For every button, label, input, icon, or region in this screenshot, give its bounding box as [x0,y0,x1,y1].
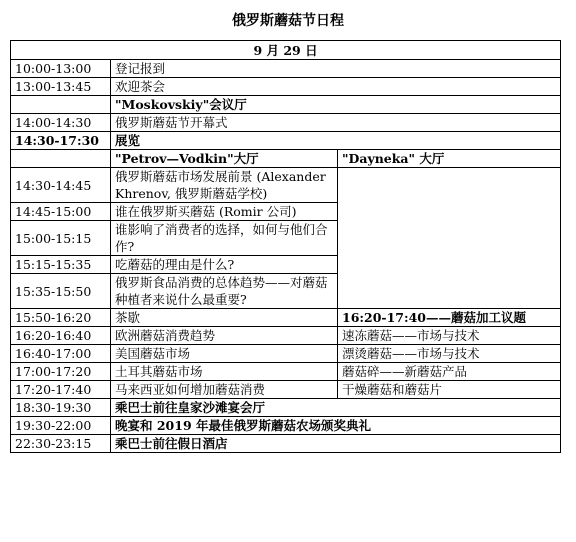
table-row [11,345,561,363]
table-row [11,168,561,203]
time-cell: 15:50-16:20 [11,309,111,327]
table-row [11,363,561,381]
time-cell: 10:00-13:00 [11,60,111,78]
event-cell: 土耳其蘑菇市场 [111,363,338,381]
table-row [11,41,561,60]
event-cell: 漂烫蘑菇——市场与技术 [338,345,561,363]
table-row [11,309,561,327]
schedule-table [10,40,561,453]
event-cell: 速冻蘑菇——市场与技术 [338,327,561,345]
table-row [11,435,561,453]
event-cell: 美国蘑菇市场 [111,345,338,363]
time-cell: 18:30-19:30 [11,399,111,417]
table-row [11,381,561,399]
session-header: 16:20-17:40——蘑菇加工议题 [338,309,561,327]
event-cell: 干燥蘑菇和蘑菇片 [338,381,561,399]
table-row [11,78,561,96]
table-row [11,114,561,132]
time-cell: 15:00-15:15 [11,221,111,256]
time-cell: 17:00-17:20 [11,363,111,381]
time-cell: 19:30-22:00 [11,417,111,435]
event-cell: 俄罗斯食品消费的总体趋势——对蘑菇种植者来说什么最重要? [111,274,338,309]
table-row [11,150,561,168]
empty-cell [11,96,111,114]
empty-cell [11,150,111,168]
time-cell: 14:45-15:00 [11,203,111,221]
table-row [11,132,561,150]
time-cell: 15:35-15:50 [11,274,111,309]
hall-header: "Petrov—Vodkin"大厅 [111,150,338,168]
table-row [11,327,561,345]
table-row [11,96,561,114]
time-cell: 22:30-23:15 [11,435,111,453]
time-cell: 15:15-15:35 [11,256,111,274]
page-title: 俄罗斯蘑菇节日程 [232,13,344,29]
event-cell: 欧洲蘑菇消费趋势 [111,327,338,345]
event-cell: 俄罗斯蘑菇市场发展前景 (Alexander Khrenov, 俄罗斯蘑菇学校) [111,168,338,203]
event-cell: 俄罗斯蘑菇节开幕式 [111,114,561,132]
event-cell: 乘巴士前往假日酒店 [111,435,561,453]
event-cell: 吃蘑菇的理由是什么? [111,256,338,274]
time-cell: 14:30-14:45 [11,168,111,203]
event-cell: 晚宴和 2019 年最佳俄罗斯蘑菇农场颁奖典礼 [111,417,561,435]
empty-cell [338,168,561,309]
time-cell: 17:20-17:40 [11,381,111,399]
table-row [11,399,561,417]
event-cell: 谁在俄罗斯买蘑菇 (Romir 公司) [111,203,338,221]
hall-header: "Dayneka" 大厅 [338,150,561,168]
event-cell: 谁影响了消费者的选择，如何与他们合作? [111,221,338,256]
event-cell: 茶歇 [111,309,338,327]
time-cell: 14:00-14:30 [11,114,111,132]
table-row [11,60,561,78]
event-cell: 欢迎茶会 [111,78,561,96]
hall-header: "Moskovskiy"会议厅 [111,96,561,114]
time-cell: 14:30-17:30 [11,132,111,150]
event-cell: 登记报到 [111,60,561,78]
date-header: 9 月 29 日 [11,41,561,60]
time-cell: 16:20-16:40 [11,327,111,345]
event-cell: 展览 [111,132,561,150]
table-row [11,417,561,435]
event-cell: 蘑菇碎——新蘑菇产品 [338,363,561,381]
time-cell: 16:40-17:00 [11,345,111,363]
event-cell: 乘巴士前往皇家沙滩宴会厅 [111,399,561,417]
event-cell: 马来西亚如何增加蘑菇消费 [111,381,338,399]
time-cell: 13:00-13:45 [11,78,111,96]
